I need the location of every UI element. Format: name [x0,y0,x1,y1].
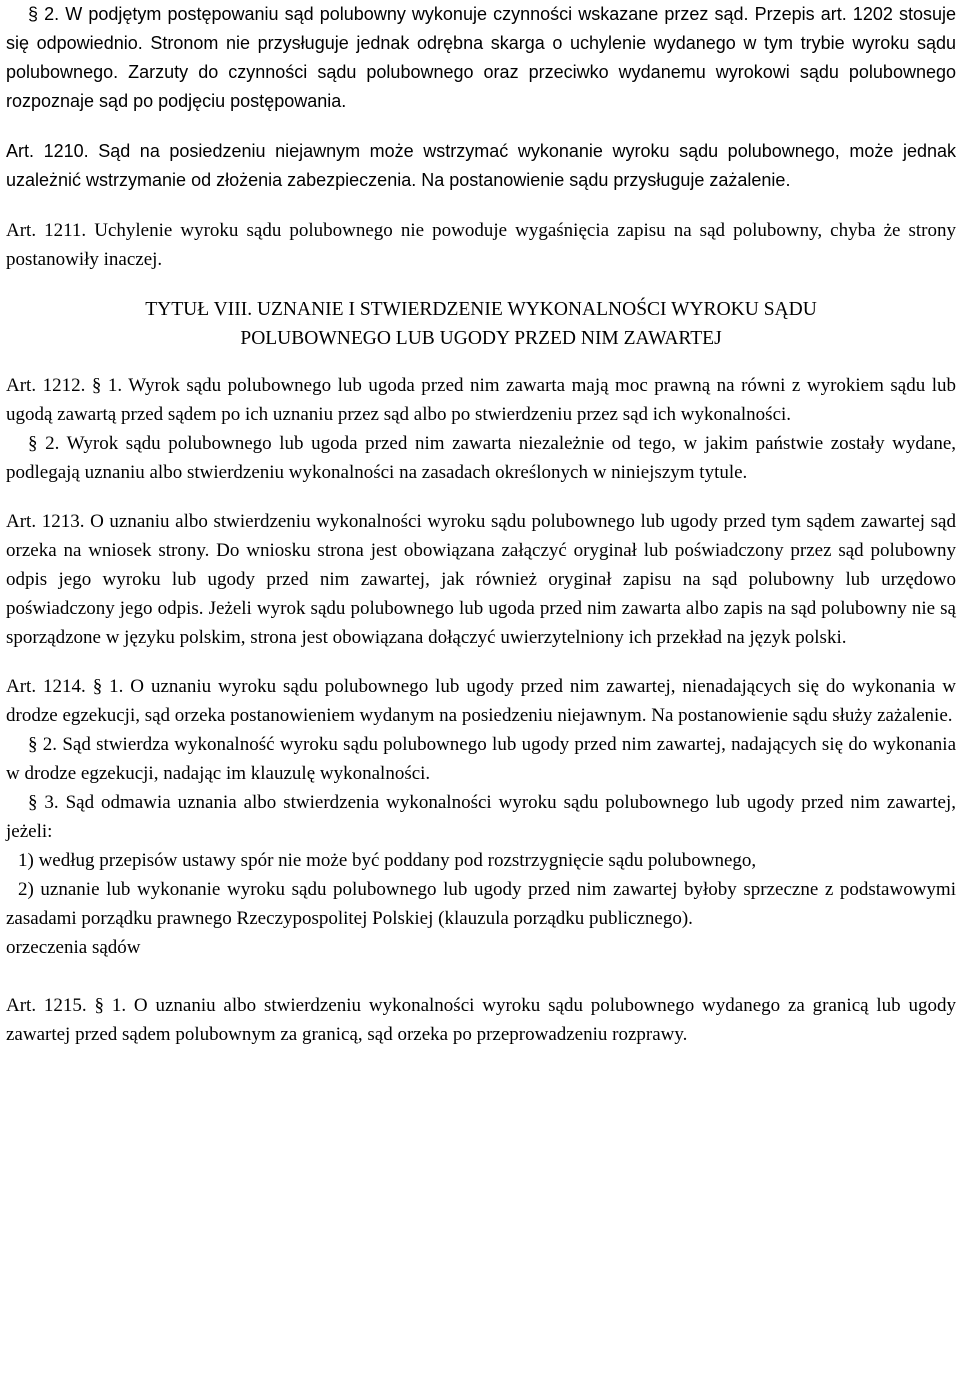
article-1214-section-3: § 3. Sąd odmawia uznania albo stwierdzenia wykonalności wyroku sądu polubownego lub ugody przed nim zawartej, jeżeli: [6,792,956,842]
article-1210: Art. 1210. Sąd na posiedzeniu niejawnym może wstrzymać wykonanie wyroku sądu polubownego, może jednak uzależnić wstrzymanie od złożenia zabezpieczenia. Na postanowienie sądu przysługuje zażalenie. [6,141,956,190]
orzeczenia-link-text: orzeczenia sądów [6,937,141,958]
paragraph-1209-2: § 2. W podjętym postępowaniu sąd polubowny wykonuje czynności wskazane przez sąd. Przepis art. 1202 stosuje się odpowiednio. Stronom nie przysługuje jednak odrębna skarga o uchylenie wydanego w tym trybie wyroku sądu polubownego. Zarzuty do czynności sądu polubownego oraz przeciwko wydanemu wyrokowi sądu polubownego rozpoznaje sąd po podjęciu postępowania. [6,4,956,111]
title-line-2: POLUBOWNEGO LUB UGODY PRZED NIM ZAWARTEJ [240,328,722,349]
article-1214-section-1: Art. 1214. § 1. O uznaniu wyroku sądu polubownego lub ugody przed nim zawartej, nienadających się do wykonania w drodze egzekucji, sąd orzeka postanowieniem wydanym na posiedzeniu niejawnym. Na postanowienie sądu służy zażalenie. [6,676,956,726]
list-item-1: 1) według przepisów ustawy spór nie może być poddany pod rozstrzygnięcie sądu polubownego, [18,850,757,871]
article-1212-section-1: Art. 1212. § 1. Wyrok sądu polubownego lub ugoda przed nim zawarta mają moc prawną na równi z wyrokiem sądu lub ugodą zawartą przed sądem po ich uznaniu przez sąd albo po stwierdzeniu przez sąd ich wykonalności. [6,375,956,425]
list-item-2: 2) uznanie lub wykonanie wyroku sądu polubownego lub ugody przed nim zawartej byłoby sprzeczne z podstawowymi zasadami porządku prawnego Rzeczypospolitej Polskiej (klauzula porządku publicznego). [6,879,956,929]
article-1214-section-2: § 2. Sąd stwierdza wykonalność wyroku sądu polubownego lub ugody przed nim zawartej, nadających się do wykonania w drodze egzekucji, nadając im klauzulę wykonalności. [6,734,956,784]
article-1212-section-2: § 2. Wyrok sądu polubownego lub ugoda przed nim zawarta niezależnie od tego, w jakim państwie zostały wydane, podlegają uznaniu albo stwierdzeniu wykonalności na zasadach określonych w niniejszym tytule. [6,433,956,483]
article-1213: Art. 1213. O uznaniu albo stwierdzeniu wykonalności wyroku sądu polubownego lub ugody przed tym sądem zawartej sąd orzeka na wniosek strony. Do wniosku strona jest obowiązana załączyć oryginał lub poświadczony przez sąd polubowny odpis jego wyroku lub ugody przed nim zawartej, jak również oryginał zapisu na sąd polubowny lub urzędowo poświadczony jego odpis. Jeżeli wyrok sądu polubownego lub ugoda przed nim zawarta albo zapis na sąd polubowny nie są sporządzone w języku polskim, strona jest obowiązana dołączyć uwierzytelniony ich przekład na język polski. [6,511,956,648]
article-1211: Art. 1211. Uchylenie wyroku sądu polubownego nie powoduje wygaśnięcia zapisu na sąd polubowny, chyba że strony postanowiły inaczej. [6,220,956,270]
title-line-1: TYTUŁ VIII. UZNANIE I STWIERDZENIE WYKONALNOŚCI WYROKU SĄDU [145,299,817,320]
article-1215-section-1: Art. 1215. § 1. O uznaniu albo stwierdzeniu wykonalności wyroku sądu polubownego wydanego za granicą lub ugody zawartej przed sądem polubownym za granicą, sąd orzeka po przeprowadzeniu rozprawy. [6,995,956,1045]
